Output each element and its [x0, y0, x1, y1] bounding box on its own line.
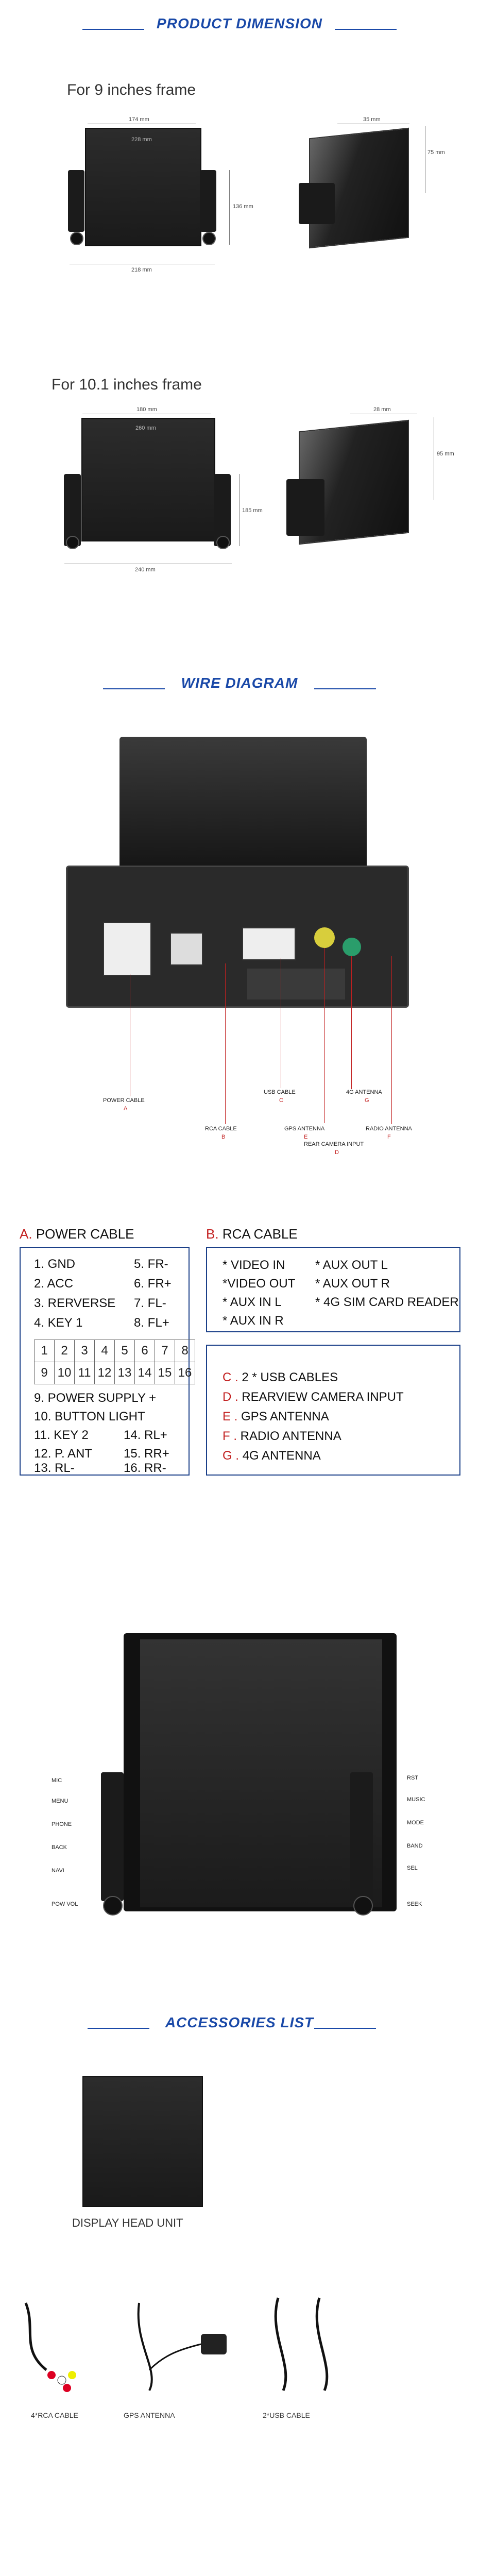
grid-cell: 13 — [115, 1362, 135, 1384]
power-pin-9: 9. POWER SUPPLY + — [34, 1391, 157, 1405]
power-pin-5: 5. FR- — [134, 1257, 168, 1271]
wire-label-4g: 4G ANTENNA — [346, 1089, 382, 1095]
wire-letter-c: C — [279, 1097, 283, 1104]
frame9-screen-label: 228 mm — [131, 137, 152, 143]
other-letter: C . — [223, 1370, 238, 1384]
button-label-band: BAND — [407, 1843, 423, 1849]
accessories-title-text: ACCESSORIES LIST — [165, 2014, 314, 2030]
rca-box-title — [206, 1226, 298, 1242]
frame10-right-panel — [214, 474, 231, 546]
other-text: 4G ANTENNA — [242, 1449, 321, 1463]
grid-cell: 4 — [95, 1340, 115, 1362]
other-letter: E . — [223, 1410, 238, 1423]
front-left-panel — [101, 1772, 124, 1901]
wire-letter-a: A — [124, 1106, 128, 1112]
power-pin-4: 4. KEY 1 — [34, 1316, 83, 1330]
button-label-menu: MENU — [52, 1798, 69, 1804]
rca-item: * AUX OUT L — [315, 1258, 388, 1272]
frame9-side-body — [299, 183, 335, 224]
power-pin-10: 10. BUTTON LIGHT — [34, 1410, 145, 1423]
rca-item: * VIDEO IN — [223, 1258, 285, 1272]
other-text: 2 * USB CABLES — [242, 1370, 338, 1384]
power-pin-6: 6. FR+ — [134, 1277, 172, 1291]
accessories-title — [0, 2014, 479, 2031]
grid-cell: 11 — [75, 1362, 95, 1384]
frame9-side-label: 75 mm — [427, 149, 445, 156]
grid-cell: 3 — [75, 1340, 95, 1362]
grid-cell: 2 — [55, 1340, 75, 1362]
other-item-c — [223, 1370, 338, 1385]
frame10-depth-label: 28 mm — [373, 406, 391, 413]
other-text: GPS ANTENNA — [241, 1410, 329, 1423]
power-box-letter: A. — [20, 1226, 32, 1242]
frame10-side-body — [286, 479, 324, 536]
frame9-height-label: 136 mm — [233, 204, 253, 210]
frame10-width-label: 180 mm — [136, 406, 157, 413]
wire-line-e — [324, 948, 325, 1123]
wire-line-g — [351, 956, 352, 1089]
acc-usb-label: 2*USB CABLE — [263, 2411, 310, 2419]
acc-rca-label: 4*RCA CABLE — [31, 2411, 78, 2419]
product-dimension-title-text: PRODUCT DIMENSION — [157, 15, 322, 31]
wire-rule-right — [314, 688, 376, 689]
button-label-navi: NAVI — [52, 1868, 64, 1874]
frame10-left-panel — [64, 474, 81, 546]
seek-knob — [353, 1896, 373, 1916]
wire-label-rca: RCA CABLE — [205, 1126, 237, 1132]
title-rule-right — [335, 29, 397, 30]
frame9-width-label: 174 mm — [129, 116, 149, 123]
frame9-tune-knob — [202, 232, 216, 245]
power-pin-14: 14. RL+ — [124, 1428, 167, 1442]
grid-cell: 10 — [55, 1362, 75, 1384]
button-label-back: BACK — [52, 1844, 67, 1851]
wire-line-f — [391, 956, 392, 1124]
acc-rule-left — [88, 2028, 149, 2029]
button-label-music: MUSIC — [407, 1797, 425, 1803]
power-pin-12: 12. P. ANT — [34, 1447, 92, 1461]
grid-cell: 9 — [35, 1362, 55, 1384]
power-volume-knob — [103, 1896, 123, 1916]
wire-rule-left — [103, 688, 165, 689]
frame10-side-label: 95 mm — [437, 451, 454, 457]
acc-head-unit-image — [82, 2076, 203, 2207]
title-rule-left — [82, 29, 144, 30]
head-unit-front-screen — [139, 1638, 383, 1908]
wire-label-power-cable: POWER CABLE — [103, 1097, 145, 1104]
grid-cell: 14 — [135, 1362, 155, 1384]
other-item-f — [223, 1429, 341, 1444]
wire-label-gps: GPS ANTENNA — [284, 1126, 325, 1132]
frame9-height-line — [229, 170, 230, 245]
radio-connector — [343, 938, 361, 956]
gps-connector — [314, 927, 335, 948]
gps-antenna-icon — [118, 2293, 237, 2396]
grid-cell: 5 — [115, 1340, 135, 1362]
power-pin-2: 2. ACC — [34, 1277, 74, 1291]
rca-item: * 4G SIM CARD READER — [315, 1295, 459, 1309]
front-right-panel — [350, 1772, 373, 1901]
usb-connector — [242, 927, 296, 960]
grid-cell: 6 — [135, 1340, 155, 1362]
wire-label-usb: USB CABLE — [264, 1089, 296, 1095]
frame9-heading: For 9 inches frame — [67, 81, 196, 98]
grid-cell: 12 — [95, 1362, 115, 1384]
power-pin-8: 8. FL+ — [134, 1316, 169, 1330]
wire-label-rear-camera: REAR CAMERA INPUT — [304, 1141, 364, 1147]
frame9-screen — [85, 128, 201, 246]
other-item-d — [223, 1390, 404, 1404]
power-pin-11: 11. KEY 2 — [34, 1428, 89, 1442]
power-box-title-text: POWER CABLE — [36, 1226, 134, 1242]
wire-label-radio: RADIO ANTENNA — [366, 1126, 412, 1132]
button-label-mic: MIC — [52, 1777, 62, 1784]
rca-cable-icon — [15, 2298, 93, 2396]
head-unit-rear-screen — [119, 737, 367, 871]
button-label-rst: RST — [407, 1775, 418, 1781]
power-pin-grid — [34, 1340, 195, 1384]
rca-item: * AUX IN R — [223, 1314, 284, 1328]
other-letter: F . — [223, 1429, 237, 1443]
power-connector — [103, 922, 151, 976]
wire-line-b — [225, 963, 226, 1124]
rca-box-letter: B. — [206, 1226, 219, 1242]
frame9-volume-knob — [70, 232, 83, 245]
frame9-left-panel — [68, 170, 84, 232]
button-label-pow-vol: POW VOL — [52, 1901, 78, 1907]
frame10-bottom-label: 240 mm — [135, 567, 156, 573]
grid-cell: 16 — [175, 1362, 195, 1384]
wire-letter-f: F — [387, 1134, 391, 1140]
acc-gps-label: GPS ANTENNA — [124, 2411, 175, 2419]
product-dimension-title — [0, 15, 479, 32]
usb-cable-icon — [258, 2293, 350, 2396]
acc-head-unit-label: DISPLAY HEAD UNIT — [72, 2216, 183, 2229]
button-label-sel: SEL — [407, 1865, 418, 1871]
rca-connector — [170, 933, 203, 965]
frame10-height-line — [239, 474, 240, 546]
power-pin-3: 3. RERVERSE — [34, 1296, 116, 1310]
frame9-depth-label: 35 mm — [363, 116, 381, 123]
power-pin-7: 7. FL- — [134, 1296, 166, 1310]
rca-item: * AUX IN L — [223, 1295, 282, 1309]
other-text: RADIO ANTENNA — [240, 1429, 341, 1443]
power-box-title — [20, 1226, 134, 1242]
frame9-right-panel — [200, 170, 216, 232]
wire-diagram-title-text: WIRE DIAGRAM — [181, 675, 298, 691]
button-label-phone: PHONE — [52, 1821, 72, 1827]
grid-cell: 7 — [155, 1340, 175, 1362]
other-letter: D . — [223, 1390, 238, 1404]
frame10-height-label: 185 mm — [242, 507, 263, 514]
other-item-g — [223, 1449, 321, 1463]
other-letter: G . — [223, 1449, 239, 1463]
frame10-tune-knob — [216, 536, 230, 549]
grid-cell: 8 — [175, 1340, 195, 1362]
grid-cell: 1 — [35, 1340, 55, 1362]
grid-cell: 15 — [155, 1362, 175, 1384]
wire-letter-g: G — [365, 1097, 369, 1104]
frame10-screen — [81, 418, 215, 541]
frame10-volume-knob — [66, 536, 79, 549]
rca-box-title-text: RCA CABLE — [222, 1226, 298, 1242]
rca-item: *VIDEO OUT — [223, 1277, 296, 1291]
other-item-e — [223, 1410, 329, 1424]
rca-item: * AUX OUT R — [315, 1277, 390, 1291]
power-pin-15: 15. RR+ — [124, 1447, 169, 1461]
wire-letter-e: E — [304, 1134, 308, 1140]
button-label-seek: SEEK — [407, 1901, 422, 1907]
frame10-screen-label: 260 mm — [135, 425, 156, 431]
frame9-bottom-label: 218 mm — [131, 267, 152, 273]
power-pin-13: 13. RL- — [34, 1461, 75, 1475]
power-pin-16: 16. RR- — [124, 1461, 166, 1475]
wire-letter-b: B — [221, 1134, 226, 1140]
wire-letter-d: D — [335, 1149, 339, 1156]
button-label-mode: MODE — [407, 1820, 424, 1826]
wire-diagram-title — [0, 675, 479, 691]
frame10-heading: For 10.1 inches frame — [52, 376, 202, 393]
other-text: REARVIEW CAMERA INPUT — [242, 1390, 404, 1404]
power-pin-1: 1. GND — [34, 1257, 76, 1271]
acc-rule-right — [314, 2028, 376, 2029]
cooling-fins — [247, 969, 345, 999]
